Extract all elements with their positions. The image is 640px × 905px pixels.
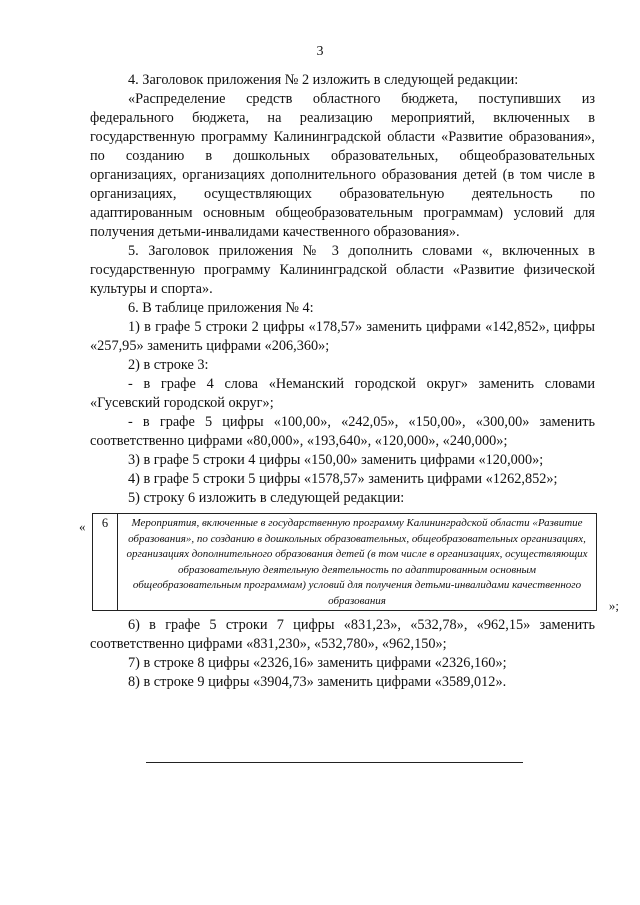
row-description-cell: Мероприятия, включенные в государственную программу Калининградской области «Развитие образования», по созданию в дошкольных образовательных, общеобразовательных организациях, организациях дополнительного образования детей (в том числе в организациях, осуществляющих образовательную деятельную деятельность по адаптированным основным общеобразовательным программам) условий для получения детьми-инвалидами качественного образования bbox=[118, 514, 597, 611]
row-open-quote: « bbox=[79, 519, 86, 534]
page-number: 3 bbox=[316, 44, 324, 59]
paragraph-5: 5. Заголовок приложения № 3 дополнить словами «, включенных в государственную программу Калининградской области «Развитие физической культуры и спорта». bbox=[90, 243, 595, 297]
row-close-quote: »; bbox=[608, 598, 619, 613]
item-6-2-b: - в графе 5 цифры «100,00», «242,05», «150,00», «300,00» заменить соответственно цифрами «80,000», «193,640», «120,000», «240,000»; bbox=[90, 414, 595, 449]
item-6-3: 3) в графе 5 строки 4 цифры «150,00» заменить цифрами «120,000»; bbox=[128, 452, 544, 468]
item-6-2: 2) в строке 3: bbox=[128, 357, 209, 373]
item-6-6: 6) в графе 5 строки 7 цифры «831,23», «532,78», «962,15» заменить соответственно цифрами «831,230», «532,780», «962,150»; bbox=[90, 617, 595, 652]
document-body bbox=[79, 71, 619, 692]
paragraph-6-title: 6. В таблице приложения № 4: bbox=[128, 300, 314, 316]
item-6-8: 8) в строке 9 цифры «3904,73» заменить цифрами «3589,012». bbox=[128, 674, 507, 690]
item-6-1: 1) в графе 5 строки 2 цифры «178,57» заменить цифрами «142,852», цифры «257,95» заменить цифрами «206,360»; bbox=[90, 319, 595, 354]
item-6-5: 5) строку 6 изложить в следующей редакции: bbox=[128, 490, 405, 506]
footer-divider bbox=[146, 762, 523, 763]
item-6-7: 7) в строке 8 цифры «2326,16» заменить цифрами «2326,160»; bbox=[128, 655, 507, 671]
table-row bbox=[93, 514, 597, 611]
row-number-cell: 6 bbox=[93, 514, 118, 611]
row-6-table bbox=[92, 513, 597, 611]
item-6-2-a: - в графе 4 слова «Неманский городской округ» заменить словами «Гусевский городской округ»; bbox=[90, 376, 595, 411]
paragraph-4-quote: «Распределение средств областного бюджета, поступивших из федерального бюджета, на реализацию мероприятий, включенных в государственную программу Калининградской области «Развитие образования», по созданию в дошкольных образовательных, общеобразовательных организациях, организациях дополнительного образования детей (в том числе в организациях, осуществляющих образовательную деятельность по адаптированным основным общеобразовательным программам) условий для получения детьми-инвалидами качественного образования». bbox=[90, 91, 595, 240]
item-6-4: 4) в графе 5 строки 5 цифры «1578,57» заменить цифрами «1262,852»; bbox=[128, 471, 558, 487]
paragraph-4-title: 4. Заголовок приложения № 2 изложить в следующей редакции: bbox=[128, 72, 519, 88]
row-6-block bbox=[79, 513, 619, 613]
